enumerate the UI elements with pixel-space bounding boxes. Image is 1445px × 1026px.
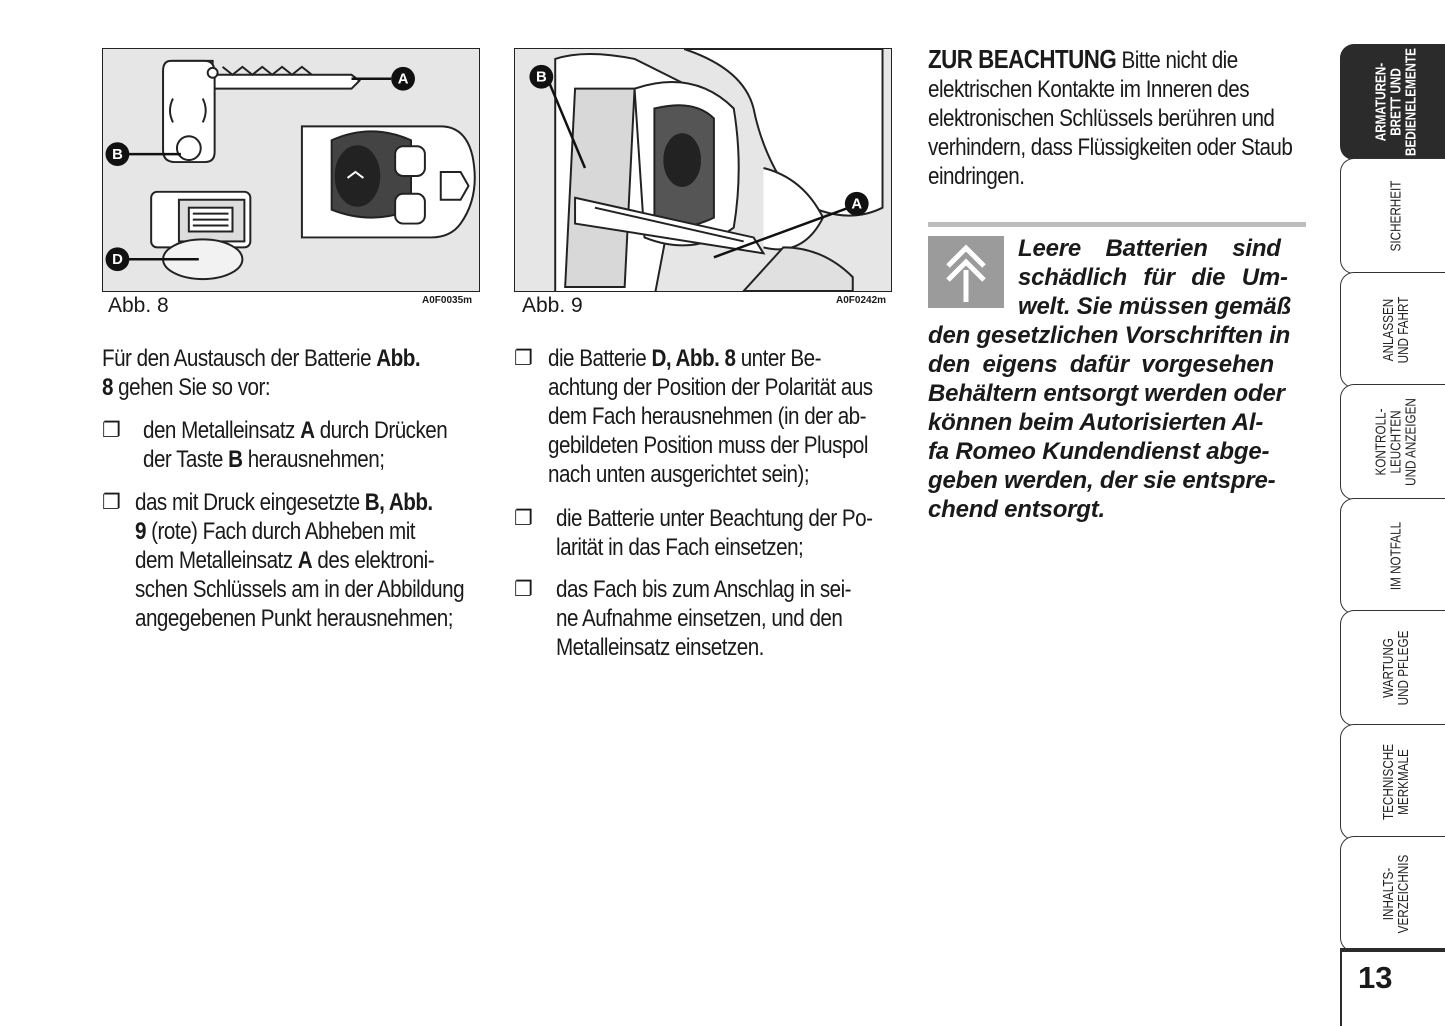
key-disassembly-illustration [103,49,479,291]
tab-armaturenbrett[interactable]: ARMATUREN- BRETT UND BEDIENELEMENTE [1340,44,1445,160]
bullet-icon: ❐ [514,578,533,601]
environment-warning-cont: den gesetzlichen Vorschriften in den eigens dafür vorgesehen Behältern entsorgt werden oder können beim Autorisierten Al- fa Romeo Kundendienst abge- geben werden, der sie entspre- chend entsorgt. [928,322,1291,523]
tab-kontrollleuchten[interactable]: KONTROLL- LEUCHTEN UND ANZEIGEN [1340,384,1445,500]
page-number: 13 [1358,960,1393,995]
tab-anlassen[interactable]: ANLASSEN UND FAHRT [1340,272,1445,388]
bullet-icon: ❐ [102,419,121,442]
label-d: D [112,252,123,269]
notice-title: ZUR BEACHTUNG [928,44,1117,74]
page-number-divider [1340,948,1445,952]
environment-warning: Leere Batterien sind schädlich für die Um- welt. Sie müssen gemäß [1018,235,1292,320]
label-b: B [535,69,547,86]
figure-caption-abb-8: Abb. 8 [108,294,169,317]
bullet-icon: ❐ [102,491,121,514]
list-item: die Batterie unter Beachtung der Po- larität in das Fach einsetzen; [556,505,873,561]
tab-wartung[interactable]: WARTUNG UND PFLEGE [1340,610,1445,726]
list-item: den Metalleinsatz A durch Drücken der Taste B herausnehmen; [143,417,448,473]
list-item: die Batterie D, Abb. 8 unter Be- achtung der Position der Polarität aus dem Fach herausnehmen (in der ab- gebildeten Position muss der Pluspol nach unten ausgerichtet sein); [548,345,873,488]
figure-code-8: A0F0035m [422,295,473,306]
notice-paragraph: ZUR BEACHTUNG Bitte nicht die elektrischen Kontakte im Inneren des elektronischen Schlüssels berühren und verhindern, dass Flüssigkeiten oder Staub eindringen. [928,44,1293,190]
intro-paragraph: Für den Austausch der Batterie Abb. 8 gehen Sie so vor: [102,345,421,401]
recycle-arrow-icon [928,236,1004,308]
label-a: A [851,196,863,213]
page-number-rule [1340,948,1342,1026]
label-a: A [397,71,409,88]
tab-notfall[interactable]: IM NOTFALL [1340,498,1445,614]
figure-code-9: A0F0242m [836,295,887,306]
label-b: B [112,147,123,164]
bullet-icon: ❐ [514,347,533,370]
figure-abb-8 [102,48,480,292]
figure-caption-abb-9: Abb. 9 [522,294,583,317]
list-item: das mit Druck eingesetzte B, Abb. 9 (rote) Fach durch Abheben mit dem Metalleinsatz A des elektroni- schen Schlüssels am in der Abbildung angegebenen Punkt herausnehmen; [135,489,465,632]
bullet-icon: ❐ [514,507,533,530]
tab-sicherheit[interactable]: SICHERHEIT [1340,158,1445,274]
tab-technische-merkmale[interactable]: TECHNISCHE MERKMALE [1340,724,1445,840]
tab-inhaltsverzeichnis[interactable]: INHALTS- VERZEICHNIS [1340,836,1445,952]
section-divider [928,222,1306,227]
figure-abb-9 [514,48,892,292]
compartment-removal-illustration [515,49,891,291]
list-item: das Fach bis zum Anschlag in sei- ne Aufnahme einsetzen, und den Metalleinsatz einsetzen. [556,576,852,661]
